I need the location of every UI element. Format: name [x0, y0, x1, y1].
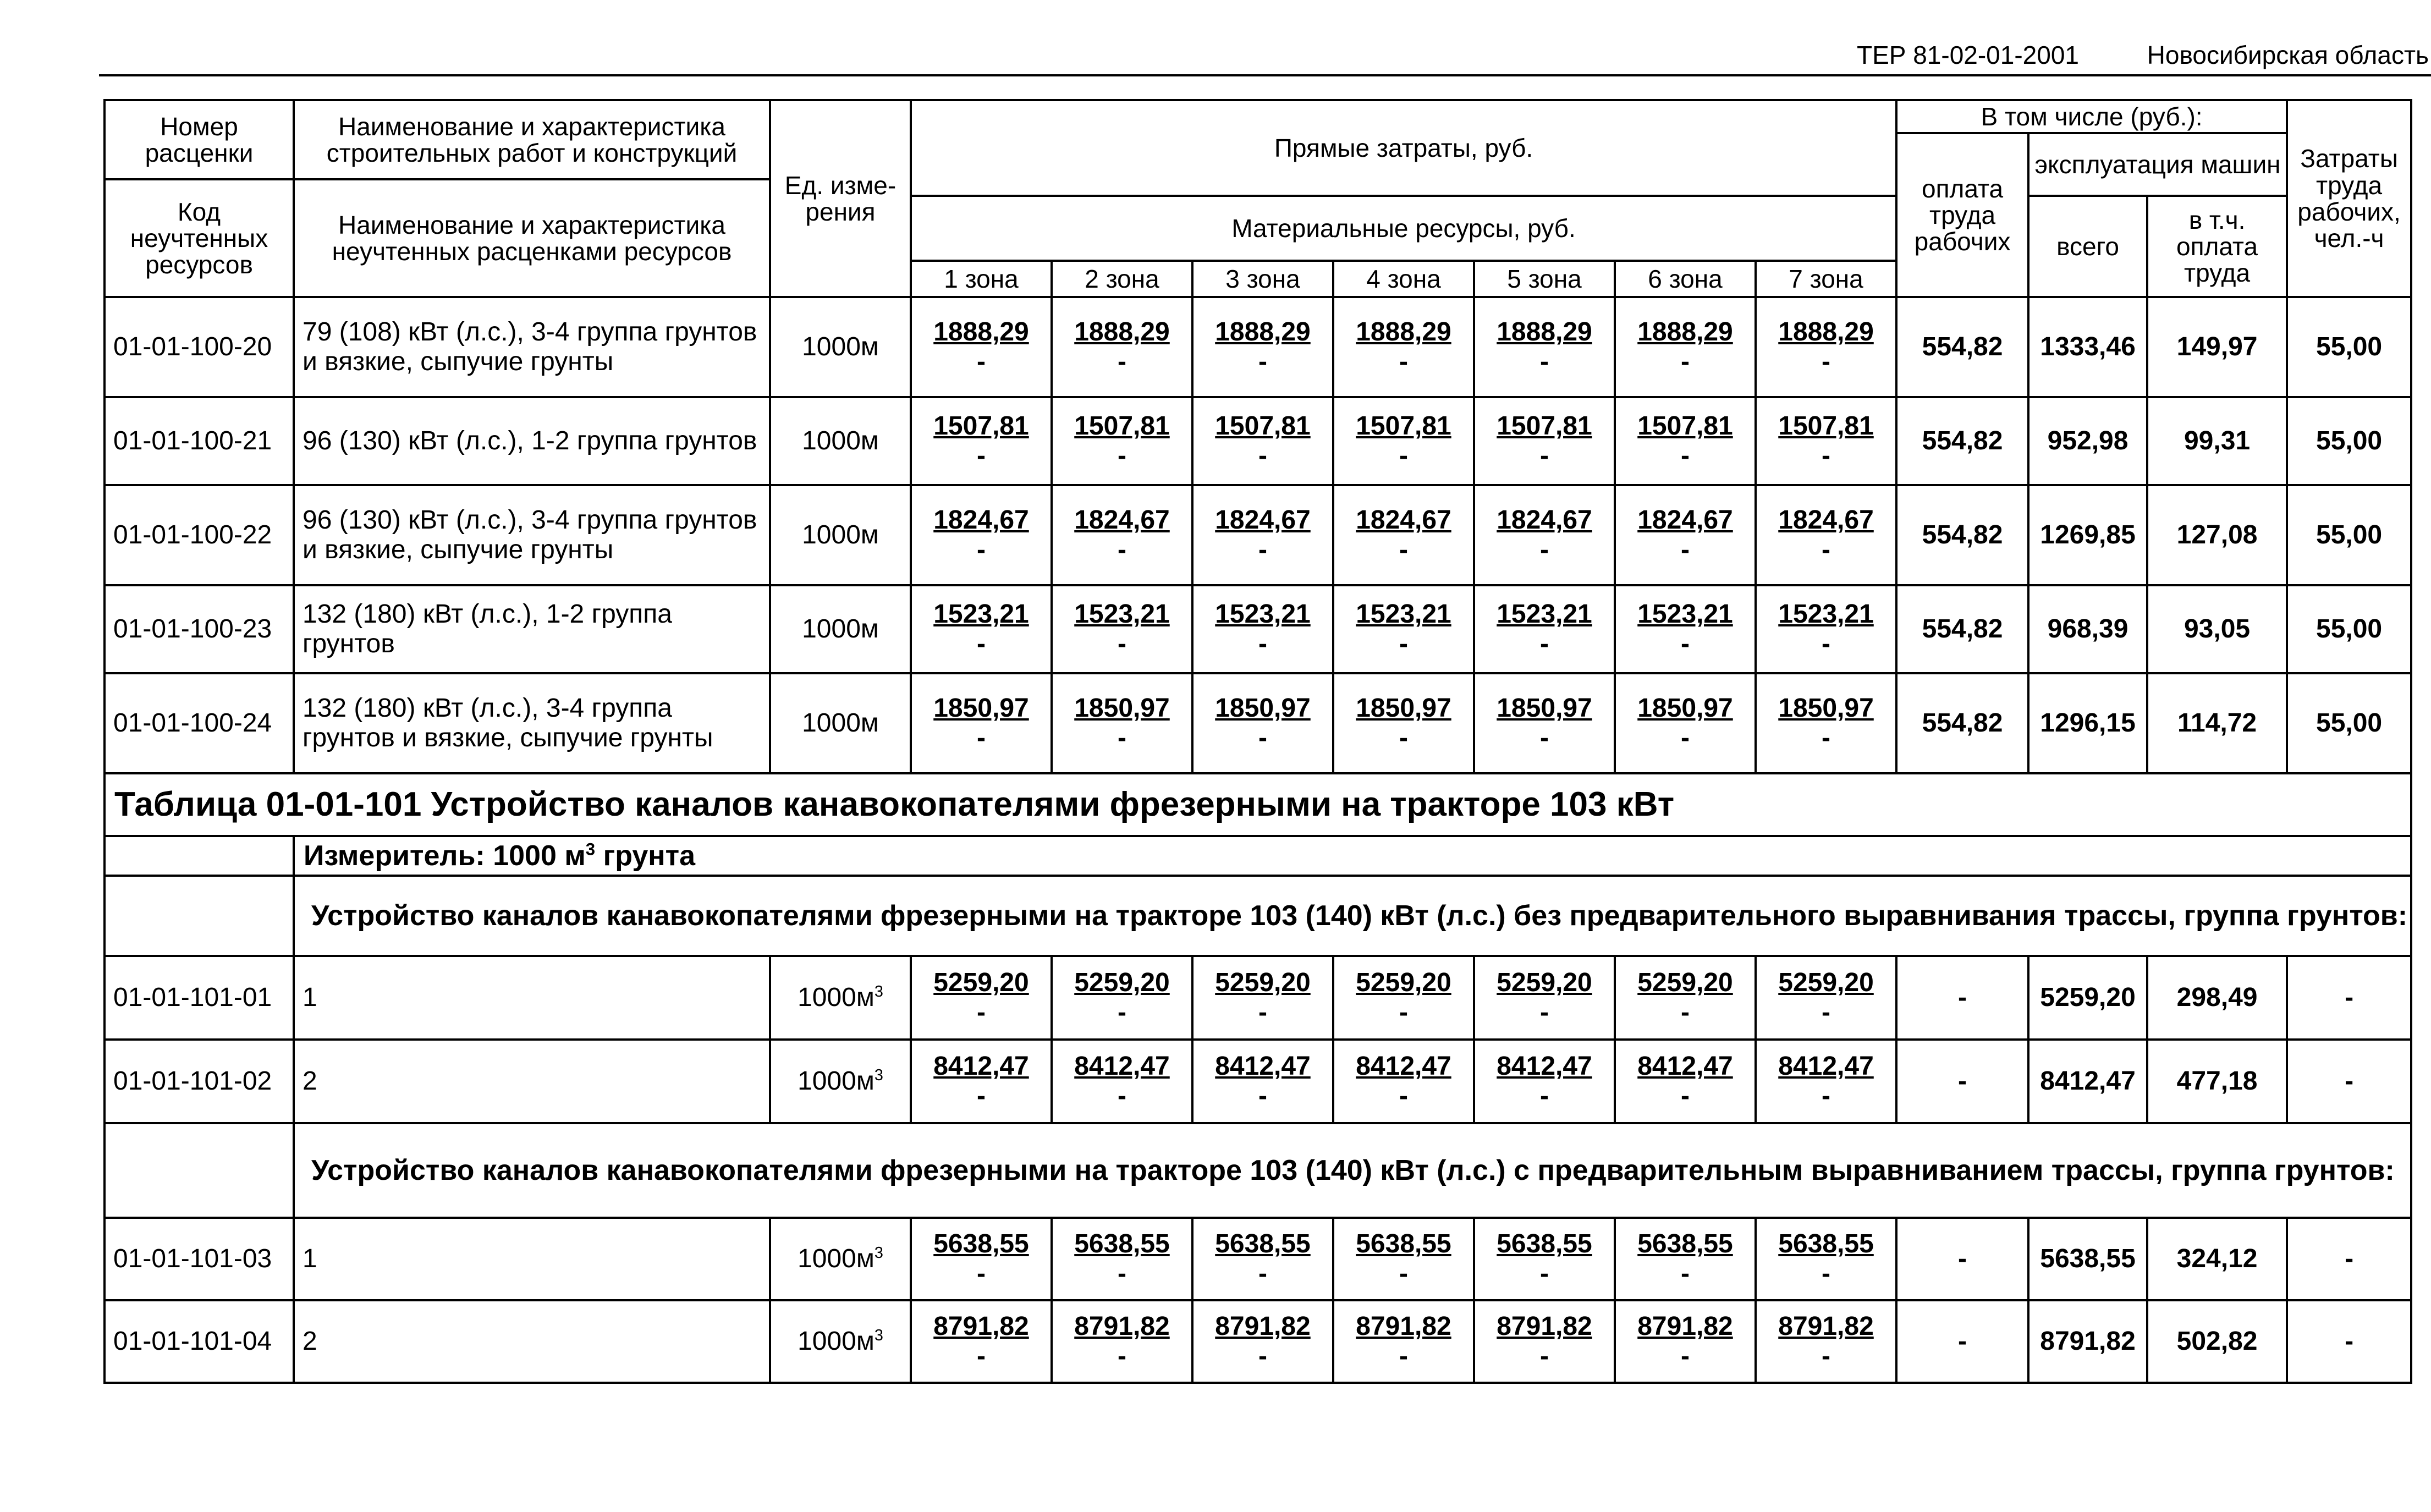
zone-resource-dash: -: [1540, 347, 1549, 376]
zone-cost-value: 1507,81: [1497, 411, 1592, 441]
zone-cost-cell: [1333, 1300, 1474, 1383]
table-row: [105, 1218, 2411, 1300]
zone-resource-dash: -: [1681, 998, 1690, 1027]
labor-pay-cell: 554,82: [1896, 673, 2028, 773]
zone-cost-value: 8791,82: [1356, 1312, 1451, 1341]
col-head-including: В том числе (руб.):: [1896, 100, 2287, 133]
zone-cost-value: 1507,81: [1778, 411, 1874, 441]
zone-cost-cell: [1756, 397, 1896, 485]
zone-cost-value: 1888,29: [1497, 317, 1592, 347]
zone-cost-cell: [1474, 397, 1615, 485]
labor-hours-cell: 55,00: [2287, 585, 2411, 673]
zone-cost-cell: [1192, 485, 1333, 585]
zone-resource-dash: -: [977, 629, 986, 658]
measure-unit: Измеритель: 1000 $м^3$ грунта: [294, 836, 2411, 876]
col-head-zone-5: 5 зона: [1474, 261, 1615, 297]
zone-cost-cell: [1615, 673, 1756, 773]
zone-resource-dash: -: [1822, 1081, 1830, 1110]
col-head-machine-total: всего: [2028, 196, 2147, 297]
zone-cost-cell: [1192, 397, 1333, 485]
zone-cost-value: 5259,20: [1356, 968, 1451, 998]
zone-resource-dash: -: [1258, 1341, 1267, 1371]
zone-cost-value: 1888,29: [1356, 317, 1451, 347]
zone-cost-value: 5638,55: [1637, 1229, 1733, 1259]
labor-hours-cell: 55,00: [2287, 673, 2411, 773]
zone-cost-cell: [1052, 1040, 1192, 1123]
zone-cost-value: 1507,81: [1356, 411, 1451, 441]
zone-cost-value: 1888,29: [1074, 317, 1170, 347]
zone-resource-dash: -: [1681, 347, 1690, 376]
zone-resource-dash: -: [977, 998, 986, 1027]
zone-cost-value: 5259,20: [1074, 968, 1170, 998]
zone-cost-cell: [1333, 585, 1474, 673]
zone-cost-value: 1850,97: [933, 694, 1029, 723]
zone-cost-cell: [1756, 1040, 1896, 1123]
unit-cell: 1000м: [770, 297, 911, 397]
zone-cost-cell: [1052, 485, 1192, 585]
zone-cost-value: 1824,67: [1778, 505, 1874, 535]
rate-name: 1: [294, 956, 770, 1040]
zone-cost-value: 1523,21: [1215, 600, 1311, 629]
zone-resource-dash: -: [1258, 1259, 1267, 1288]
zone-cost-cell: [911, 485, 1052, 585]
rate-name: 96 (130) кВт (л.с.), 1-2 группа грунтов: [294, 397, 770, 485]
zone-resource-dash: -: [1118, 723, 1126, 752]
zone-resource-dash: -: [1258, 998, 1267, 1027]
zone-cost-value: 1850,97: [1637, 694, 1733, 723]
zone-cost-value: 1507,81: [1637, 411, 1733, 441]
zone-cost-value: 1523,21: [1497, 600, 1592, 629]
zone-cost-value: 1888,29: [1778, 317, 1874, 347]
zone-cost-cell: [1333, 397, 1474, 485]
zone-cost-cell: [1192, 956, 1333, 1040]
zone-cost-value: 8791,82: [1074, 1312, 1170, 1341]
zone-resource-dash: -: [1258, 347, 1267, 376]
machine-pay-cell: 93,05: [2147, 585, 2287, 673]
zone-cost-cell: [1474, 585, 1615, 673]
machine-total-cell: 1333,46: [2028, 297, 2147, 397]
zone-cost-value: 8791,82: [1215, 1312, 1311, 1341]
zone-cost-cell: [1756, 585, 1896, 673]
labor-hours-cell: -: [2287, 956, 2411, 1040]
col-head-resource-name: Наименование и характеристика неучтенных расценками ресурсов: [294, 179, 770, 297]
zone-resource-dash: -: [1681, 1341, 1690, 1371]
machine-pay-cell: 149,97: [2147, 297, 2287, 397]
zone-resource-dash: -: [1540, 1081, 1549, 1110]
page-header: [99, 30, 2431, 76]
rate-name: 132 (180) кВт (л.с.), 1-2 группа грунтов: [294, 585, 770, 673]
zone-cost-cell: [911, 1218, 1052, 1300]
zone-resource-dash: -: [1399, 1259, 1408, 1288]
zone-cost-cell: [1192, 585, 1333, 673]
zone-cost-value: 8412,47: [1356, 1052, 1451, 1081]
machine-pay-cell: 502,82: [2147, 1300, 2287, 1383]
col-head-zone-6: 6 зона: [1615, 261, 1756, 297]
unit-cell: $1000м^3$: [770, 1300, 911, 1383]
zone-cost-cell: [1192, 297, 1333, 397]
zone-resource-dash: -: [1399, 998, 1408, 1027]
col-head-labor-pay: оплата труда рабочих: [1896, 133, 2028, 297]
subheading-with-leveling: Устройство каналов канавокопателями фрезерными на тракторе 103 (140) кВт (л.с.) с предварительным выравниванием трассы, группа грунтов:: [294, 1123, 2411, 1218]
col-head-material-resources: Материальные ресурсы, руб.: [911, 196, 1896, 261]
zone-cost-cell: [1192, 1218, 1333, 1300]
zone-resource-dash: -: [1258, 535, 1267, 564]
zone-cost-value: 1850,97: [1215, 694, 1311, 723]
zone-cost-cell: [1052, 585, 1192, 673]
zone-cost-value: 5638,55: [1074, 1229, 1170, 1259]
zone-cost-value: 8412,47: [1215, 1052, 1311, 1081]
zone-cost-value: 1824,67: [1215, 505, 1311, 535]
zone-resource-dash: -: [1118, 1259, 1126, 1288]
zone-resource-dash: -: [1681, 441, 1690, 470]
machine-total-cell: 5638,55: [2028, 1218, 2147, 1300]
zone-cost-value: 1523,21: [1074, 600, 1170, 629]
machine-pay-cell: 298,49: [2147, 956, 2287, 1040]
labor-hours-cell: 55,00: [2287, 485, 2411, 585]
unit-cell: $1000м^3$: [770, 956, 911, 1040]
zone-resource-dash: -: [1118, 441, 1126, 470]
rate-name: 79 (108) кВт (л.с.), 3-4 группа грунтов и вязкие, сыпучие грунты: [294, 297, 770, 397]
unit-cell: 1000м: [770, 673, 911, 773]
labor-hours-cell: 55,00: [2287, 297, 2411, 397]
zone-cost-cell: [1615, 1040, 1756, 1123]
rate-code: 01-01-100-24: [105, 673, 294, 773]
zone-cost-cell: [1052, 1218, 1192, 1300]
zone-resource-dash: -: [977, 1081, 986, 1110]
zone-cost-value: 1523,21: [1637, 600, 1733, 629]
unit-cell: 1000м: [770, 585, 911, 673]
zone-resource-dash: -: [1258, 723, 1267, 752]
table-101-title: Таблица 01-01-101 Устройство каналов канавокопателями фрезерными на тракторе 103 кВт: [105, 773, 2411, 836]
zone-cost-value: 1850,97: [1497, 694, 1592, 723]
table-row: [105, 1300, 2411, 1383]
col-head-unit: Ед. изме-рения: [770, 100, 911, 297]
zone-resource-dash: -: [977, 441, 986, 470]
col-head-resource-code: Код неучтенных ресурсов: [105, 179, 294, 297]
zone-resource-dash: -: [1822, 998, 1830, 1027]
zone-cost-cell: [1192, 673, 1333, 773]
zone-cost-value: 1824,67: [1637, 505, 1733, 535]
zone-resource-dash: -: [1540, 535, 1549, 564]
unit-cell: 1000м: [770, 397, 911, 485]
col-head-zone-3: 3 зона: [1192, 261, 1333, 297]
rate-code: 01-01-100-23: [105, 585, 294, 673]
zone-resource-dash: -: [1681, 723, 1690, 752]
zone-cost-value: 5638,55: [1215, 1229, 1311, 1259]
zone-cost-value: 1507,81: [1074, 411, 1170, 441]
zone-resource-dash: -: [1118, 629, 1126, 658]
table-row: [105, 397, 2411, 485]
zone-cost-cell: [1474, 485, 1615, 585]
empty-cell: [105, 876, 294, 956]
zone-resource-dash: -: [1822, 629, 1830, 658]
rate-name: 1: [294, 1218, 770, 1300]
zone-cost-cell: [1052, 397, 1192, 485]
machine-pay-cell: 114,72: [2147, 673, 2287, 773]
machine-total-cell: 1269,85: [2028, 485, 2147, 585]
zone-cost-cell: [1333, 673, 1474, 773]
machine-pay-cell: 477,18: [2147, 1040, 2287, 1123]
labor-pay-cell: -: [1896, 956, 2028, 1040]
zone-cost-cell: [1474, 1300, 1615, 1383]
labor-hours-cell: -: [2287, 1040, 2411, 1123]
table-row: [105, 956, 2411, 1040]
machine-total-cell: 1296,15: [2028, 673, 2147, 773]
zone-cost-cell: [1474, 1040, 1615, 1123]
rate-name: 132 (180) кВт (л.с.), 3-4 группа грунтов и вязкие, сыпучие грунты: [294, 673, 770, 773]
subheading-without-leveling: Устройство каналов канавокопателями фрезерными на тракторе 103 (140) кВт (л.с.) без предварительного выравнивания трассы, группа грунтов:: [294, 876, 2411, 956]
zone-resource-dash: -: [1118, 535, 1126, 564]
zone-cost-value: 1888,29: [933, 317, 1029, 347]
labor-hours-cell: 55,00: [2287, 397, 2411, 485]
zone-resource-dash: -: [1399, 629, 1408, 658]
zone-resource-dash: -: [1681, 1259, 1690, 1288]
zone-resource-dash: -: [977, 1341, 986, 1371]
zone-cost-cell: [1615, 1300, 1756, 1383]
table-row: [105, 1040, 2411, 1123]
zone-cost-cell: [911, 1300, 1052, 1383]
machine-total-cell: 8412,47: [2028, 1040, 2147, 1123]
col-head-rate-number: Номер расценки: [105, 100, 294, 179]
zone-resource-dash: -: [1258, 1081, 1267, 1110]
zone-cost-value: 8412,47: [933, 1052, 1029, 1081]
zone-resource-dash: -: [1399, 1081, 1408, 1110]
rates-table: [103, 99, 2412, 1384]
zone-cost-value: 5259,20: [1215, 968, 1311, 998]
zone-resource-dash: -: [977, 535, 986, 564]
zone-cost-cell: [1615, 397, 1756, 485]
zone-resource-dash: -: [1118, 998, 1126, 1027]
rate-name: 2: [294, 1300, 770, 1383]
rows-table-101-part1: [105, 956, 2411, 1123]
zone-cost-value: 5259,20: [1637, 968, 1733, 998]
region-name: Новосибирская область: [2147, 41, 2429, 69]
machine-total-cell: 968,39: [2028, 585, 2147, 673]
zone-resource-dash: -: [1399, 347, 1408, 376]
zone-cost-cell: [1474, 673, 1615, 773]
rate-code: 01-01-100-22: [105, 485, 294, 585]
zone-resource-dash: -: [977, 723, 986, 752]
zone-cost-value: 8412,47: [1497, 1052, 1592, 1081]
table-row: [105, 673, 2411, 773]
rate-code: 01-01-100-20: [105, 297, 294, 397]
labor-hours-cell: -: [2287, 1218, 2411, 1300]
labor-pay-cell: 554,82: [1896, 485, 2028, 585]
zone-cost-cell: [1333, 297, 1474, 397]
machine-total-cell: 5259,20: [2028, 956, 2147, 1040]
zone-cost-value: 5638,55: [933, 1229, 1029, 1259]
labor-hours-cell: -: [2287, 1300, 2411, 1383]
col-head-zone-2: 2 зона: [1052, 261, 1192, 297]
rate-name: 96 (130) кВт (л.с.), 3-4 группа грунтов и вязкие, сыпучие грунты: [294, 485, 770, 585]
zone-cost-cell: [1615, 485, 1756, 585]
zone-cost-cell: [1615, 585, 1756, 673]
zone-cost-cell: [1756, 1218, 1896, 1300]
labor-pay-cell: -: [1896, 1300, 2028, 1383]
zone-cost-cell: [911, 956, 1052, 1040]
zone-resource-dash: -: [1681, 535, 1690, 564]
empty-cell: [105, 1123, 294, 1218]
zone-cost-cell: [1474, 297, 1615, 397]
rows-table-101-part2: [105, 1218, 2411, 1383]
col-head-labor-hours: Затраты труда рабочих, чел.-ч: [2287, 100, 2411, 297]
zone-resource-dash: -: [1822, 347, 1830, 376]
col-head-zone-4: 4 зона: [1333, 261, 1474, 297]
zone-cost-cell: [1474, 956, 1615, 1040]
zone-cost-value: 1507,81: [933, 411, 1029, 441]
col-head-zone-7: 7 зона: [1756, 261, 1896, 297]
zone-resource-dash: -: [1399, 441, 1408, 470]
unit-cell: 1000м: [770, 485, 911, 585]
zone-cost-value: 8412,47: [1074, 1052, 1170, 1081]
zone-cost-cell: [1333, 1040, 1474, 1123]
rate-code: 01-01-101-01: [105, 956, 294, 1040]
machine-total-cell: 952,98: [2028, 397, 2147, 485]
zone-cost-value: 1824,67: [1356, 505, 1451, 535]
zone-cost-value: 8791,82: [1637, 1312, 1733, 1341]
table-row: [105, 585, 2411, 673]
zone-cost-cell: [1333, 1218, 1474, 1300]
zone-cost-cell: [1333, 485, 1474, 585]
zone-cost-value: 1888,29: [1637, 317, 1733, 347]
zone-resource-dash: -: [1822, 441, 1830, 470]
zone-cost-value: 1850,97: [1356, 694, 1451, 723]
zone-resource-dash: -: [1681, 629, 1690, 658]
col-head-zone-1: 1 зона: [911, 261, 1052, 297]
zone-cost-value: 5638,55: [1778, 1229, 1874, 1259]
table-row: [105, 485, 2411, 585]
document-code: ТЕР 81-02-01-2001: [1856, 41, 2079, 69]
zone-cost-cell: [911, 297, 1052, 397]
unit-cell: $1000м^3$: [770, 1218, 911, 1300]
zone-cost-value: 1888,29: [1215, 317, 1311, 347]
rate-code: 01-01-101-02: [105, 1040, 294, 1123]
zone-cost-cell: [1756, 956, 1896, 1040]
zone-cost-value: 8791,82: [1778, 1312, 1874, 1341]
zone-cost-value: 5259,20: [933, 968, 1029, 998]
zone-cost-cell: [1052, 1300, 1192, 1383]
zone-cost-value: 1523,21: [933, 600, 1029, 629]
rate-code: 01-01-101-04: [105, 1300, 294, 1383]
zone-cost-cell: [1756, 673, 1896, 773]
zone-resource-dash: -: [1399, 535, 1408, 564]
zone-cost-cell: [1474, 1218, 1615, 1300]
unit-cell: $1000м^3$: [770, 1040, 911, 1123]
rate-code: 01-01-100-21: [105, 397, 294, 485]
zone-cost-value: 1507,81: [1215, 411, 1311, 441]
labor-pay-cell: 554,82: [1896, 297, 2028, 397]
zone-cost-cell: [1052, 673, 1192, 773]
rate-name: 2: [294, 1040, 770, 1123]
zone-resource-dash: -: [1118, 347, 1126, 376]
labor-pay-cell: -: [1896, 1040, 2028, 1123]
zone-resource-dash: -: [1681, 1081, 1690, 1110]
zone-resource-dash: -: [1540, 629, 1549, 658]
zone-cost-value: 1850,97: [1074, 694, 1170, 723]
zone-cost-value: 1850,97: [1778, 694, 1874, 723]
zone-cost-value: 8412,47: [1778, 1052, 1874, 1081]
zone-cost-cell: [911, 397, 1052, 485]
zone-resource-dash: -: [1540, 998, 1549, 1027]
zone-cost-cell: [1052, 297, 1192, 397]
zone-cost-cell: [1615, 956, 1756, 1040]
zone-resource-dash: -: [1258, 629, 1267, 658]
zone-cost-cell: [911, 585, 1052, 673]
zone-cost-cell: [1615, 1218, 1756, 1300]
zone-resource-dash: -: [1540, 441, 1549, 470]
col-head-work-name: Наименование и характеристика строительных работ и конструкций: [294, 100, 770, 179]
zone-resource-dash: -: [1399, 723, 1408, 752]
zone-cost-value: 5638,55: [1497, 1229, 1592, 1259]
machine-pay-cell: 127,08: [2147, 485, 2287, 585]
zone-cost-value: 1523,21: [1778, 600, 1874, 629]
zone-resource-dash: -: [1118, 1341, 1126, 1371]
col-head-direct-costs: Прямые затраты, руб.: [911, 100, 1896, 196]
zone-cost-cell: [911, 1040, 1052, 1123]
zone-cost-value: 1824,67: [1497, 505, 1592, 535]
col-head-machine-ops: эксплуатация машин: [2028, 133, 2287, 196]
zone-cost-value: 1523,21: [1356, 600, 1451, 629]
machine-pay-cell: 99,31: [2147, 397, 2287, 485]
rate-code: 01-01-101-03: [105, 1218, 294, 1300]
col-head-machine-incl-pay: в т.ч. оплата труда: [2147, 196, 2287, 297]
zone-cost-cell: [1756, 297, 1896, 397]
zone-cost-value: 5638,55: [1356, 1229, 1451, 1259]
zone-cost-cell: [1756, 1300, 1896, 1383]
zone-cost-cell: [1192, 1040, 1333, 1123]
zone-resource-dash: -: [1822, 723, 1830, 752]
zone-resource-dash: -: [1540, 1341, 1549, 1371]
zone-resource-dash: -: [1118, 1081, 1126, 1110]
zone-resource-dash: -: [1822, 535, 1830, 564]
zone-resource-dash: -: [977, 347, 986, 376]
zone-cost-cell: [1615, 297, 1756, 397]
zone-resource-dash: -: [1540, 723, 1549, 752]
zone-cost-value: 8412,47: [1637, 1052, 1733, 1081]
zone-resource-dash: -: [1822, 1341, 1830, 1371]
zone-cost-value: 5259,20: [1778, 968, 1874, 998]
empty-cell: [105, 836, 294, 876]
machine-pay-cell: 324,12: [2147, 1218, 2287, 1300]
rows-table-100: [105, 297, 2411, 773]
zone-resource-dash: -: [1822, 1259, 1830, 1288]
zone-cost-cell: [1192, 1300, 1333, 1383]
zone-cost-value: 8791,82: [1497, 1312, 1592, 1341]
zone-resource-dash: -: [1399, 1341, 1408, 1371]
zone-cost-value: 5259,20: [1497, 968, 1592, 998]
labor-pay-cell: 554,82: [1896, 585, 2028, 673]
zone-resource-dash: -: [977, 1259, 986, 1288]
labor-pay-cell: -: [1896, 1218, 2028, 1300]
zone-cost-cell: [1333, 956, 1474, 1040]
zone-cost-cell: [911, 673, 1052, 773]
zone-cost-cell: [1756, 485, 1896, 585]
machine-total-cell: 8791,82: [2028, 1300, 2147, 1383]
zone-resource-dash: -: [1258, 441, 1267, 470]
zone-cost-value: 1824,67: [1074, 505, 1170, 535]
zone-cost-value: 1824,67: [933, 505, 1029, 535]
table-row: [105, 297, 2411, 397]
labor-pay-cell: 554,82: [1896, 397, 2028, 485]
zone-cost-value: 8791,82: [933, 1312, 1029, 1341]
zone-resource-dash: -: [1540, 1259, 1549, 1288]
zone-cost-cell: [1052, 956, 1192, 1040]
